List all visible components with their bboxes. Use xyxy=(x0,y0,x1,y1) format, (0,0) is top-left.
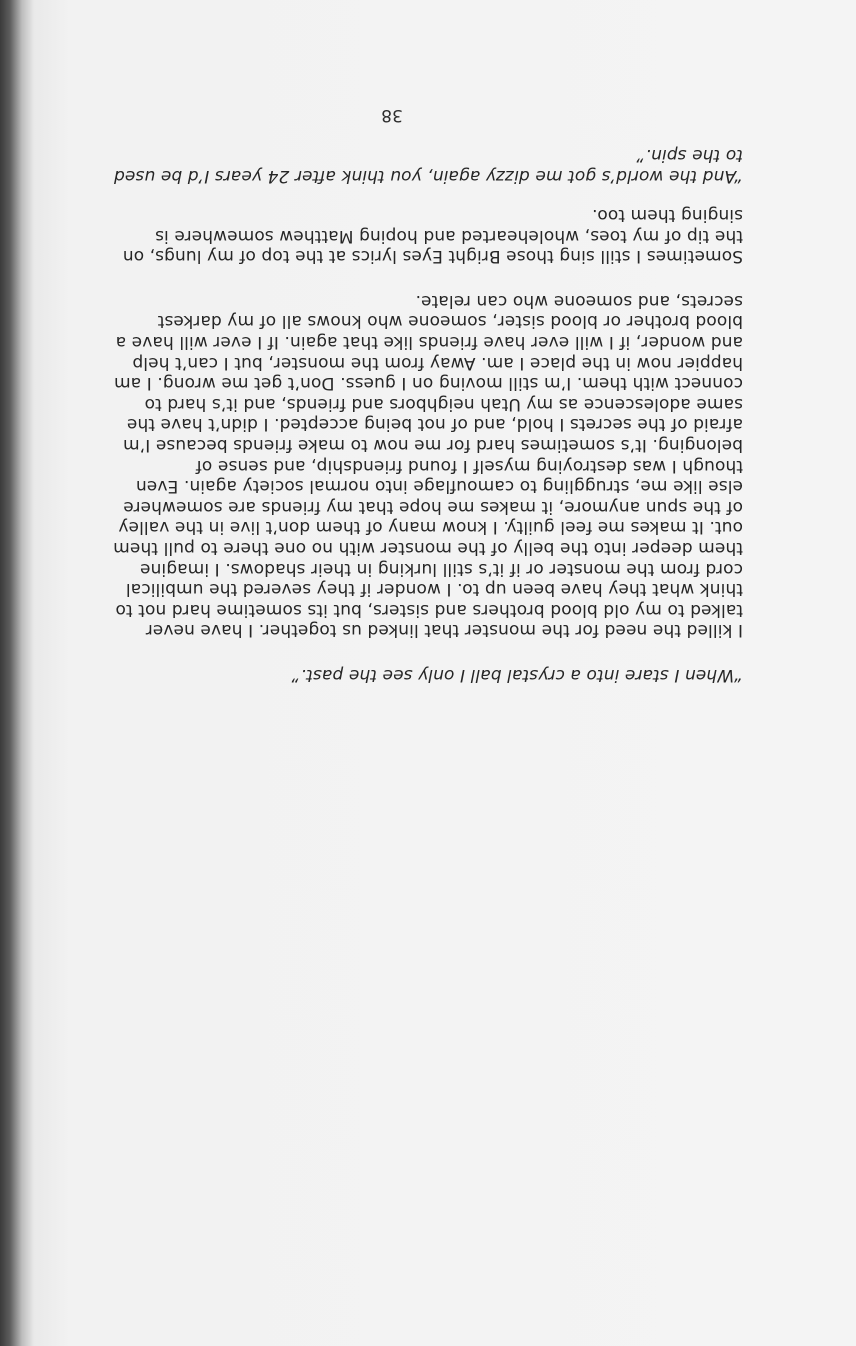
closing-quote: “And the world’s got me dizzy again, you think after 24 years I’d be used to the spin.” xyxy=(113,144,743,186)
page-body xyxy=(103,144,743,685)
paragraph-1: I killed the need for the monster that linked us together. I have never talked to my old blood brothers and sisters, but its sometime hard not to think what they have been up to. I wonder if they severed the umbilical cord from the monster or if it’s still lurking in their shadows. I imagine them deeper into the belly of the monster with no one there to pull them out. It makes me feel guilty. I know many of them don’t live in the valley of the spun anymore, it makes me hope that my friends are somewhere else like me, struggling to camouflage into normal society again. Even though I was destroying myself I found friendship, and sense of belonging. It’s sometimes hard for me now to make friends because I’m afraid of the secrets I hold, and of not being accepted. I didn’t have the same adolescence as my Utah neighbors and friends, and it’s hard to connect with them. I’m still moving on I guess. Don’t get me wrong. I am happier now in the place I am. Away from the monster, but I can’t help and wonder, if I will ever have friends like that again. If I ever will have a blood brother or blood sister, someone who knows all of my darkest secrets, and someone who can relate. xyxy=(113,290,743,641)
paragraph-2: Sometimes I still sing those Bright Eyes lyrics at the top of my lungs, on the tip of my toes, wholehearted and hoping Matthew somewhere is singing them too. xyxy=(122,205,743,267)
page-number: 38 xyxy=(381,105,403,125)
opening-quote: “When I stare into a crystal ball I only see the past.” xyxy=(291,665,743,685)
